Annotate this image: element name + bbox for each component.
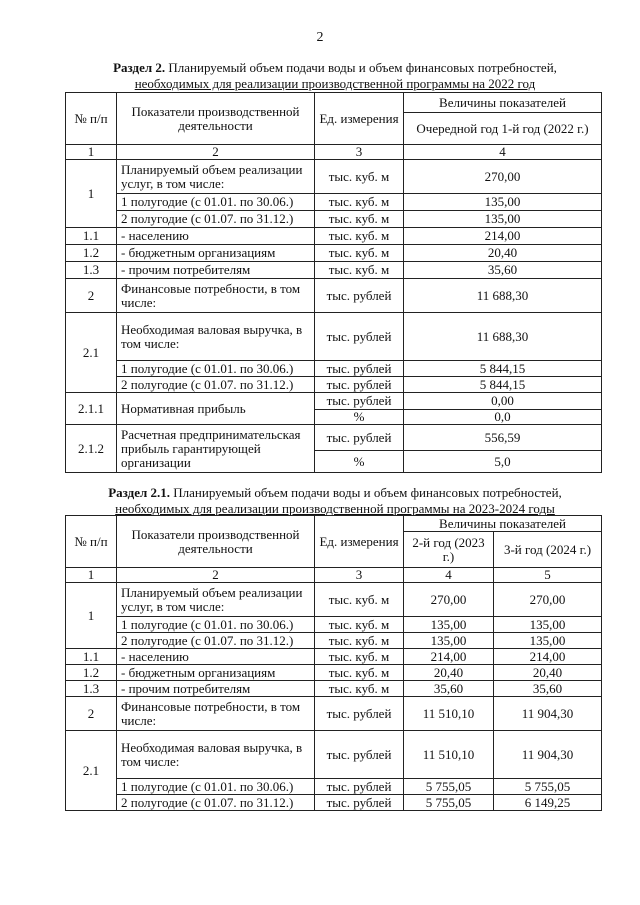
row-value: 5,0 <box>404 451 602 473</box>
header-unit: Ед. измерения <box>315 516 404 568</box>
table-row <box>66 160 602 194</box>
row-value: 5 755,05 <box>404 795 494 811</box>
row-value: 11 688,30 <box>404 279 602 313</box>
row-unit: тыс. куб. м <box>315 160 404 194</box>
table-row <box>66 313 602 361</box>
row-unit: тыс. куб. м <box>315 617 404 633</box>
header-year2: 2-й год (2023 г.) <box>404 532 494 568</box>
row-unit: тыс. рублей <box>315 279 404 313</box>
table-row <box>66 795 602 811</box>
table-row <box>66 731 602 779</box>
row-value: 135,00 <box>404 617 494 633</box>
table-row <box>66 361 602 377</box>
table-row <box>66 681 602 697</box>
row-name: 1 полугодие (с 01.01. по 30.06.) <box>117 779 315 795</box>
row-value: 556,59 <box>404 425 602 451</box>
row-value: 135,00 <box>404 211 602 228</box>
row-value: 270,00 <box>494 583 602 617</box>
colnum-cell: 1 <box>66 145 117 160</box>
row-value: 35,60 <box>404 262 602 279</box>
colnum-cell: 4 <box>404 568 494 583</box>
row-name: Необходимая валовая выручка, в том числе: <box>117 313 315 361</box>
row-unit: тыс. куб. м <box>315 262 404 279</box>
row-value: 35,60 <box>494 681 602 697</box>
table-colnum-row <box>66 568 602 583</box>
row-value: 270,00 <box>404 583 494 617</box>
header-unit: Ед. измерения <box>315 93 404 145</box>
row-num: 2 <box>66 279 117 313</box>
header-num: № п/п <box>66 93 117 145</box>
section21-line2: необходимых для реализации производственной программы на 2023-2024 годы <box>115 501 555 516</box>
row-unit: тыс. рублей <box>315 425 404 451</box>
row-num: 2 <box>66 697 117 731</box>
row-unit: тыс. рублей <box>315 361 404 377</box>
table-row <box>66 228 602 245</box>
row-unit: тыс. куб. м <box>315 633 404 649</box>
colnum-cell: 2 <box>117 568 315 583</box>
row-name: - населению <box>117 228 315 245</box>
row-num: 1.2 <box>66 245 117 262</box>
row-num: 1 <box>66 160 117 228</box>
row-value: 135,00 <box>494 617 602 633</box>
row-value: 5 844,15 <box>404 377 602 393</box>
row-name: 1 полугодие (с 01.01. по 30.06.) <box>117 361 315 377</box>
row-value: 11 904,30 <box>494 697 602 731</box>
row-value: 6 149,25 <box>494 795 602 811</box>
row-name: - бюджетным организациям <box>117 245 315 262</box>
row-num: 1 <box>66 583 117 649</box>
row-value: 135,00 <box>404 194 602 211</box>
row-name: 1 полугодие (с 01.01. по 30.06.) <box>117 194 315 211</box>
table-row <box>66 262 602 279</box>
table-row <box>66 425 602 451</box>
colnum-cell: 2 <box>117 145 315 160</box>
row-value: 20,40 <box>404 245 602 262</box>
table-row <box>66 633 602 649</box>
section2-line1: Планируемый объем подачи воды и объем финансовых потребностей, <box>165 60 557 75</box>
row-unit: тыс. куб. м <box>315 681 404 697</box>
row-unit: тыс. куб. м <box>315 583 404 617</box>
row-num: 1.2 <box>66 665 117 681</box>
row-name: Финансовые потребности, в том числе: <box>117 279 315 313</box>
row-value: 20,40 <box>404 665 494 681</box>
header-values: Величины показателей <box>404 516 602 532</box>
table-header-row <box>66 93 602 113</box>
table-row <box>66 617 602 633</box>
row-value: 11 510,10 <box>404 731 494 779</box>
colnum-cell: 3 <box>315 568 404 583</box>
table-header-row <box>66 516 602 532</box>
row-value: 214,00 <box>494 649 602 665</box>
row-value: 11 904,30 <box>494 731 602 779</box>
colnum-cell: 5 <box>494 568 602 583</box>
row-name: Планируемый объем реализации услуг, в том числе: <box>117 583 315 617</box>
row-num: 1.3 <box>66 262 117 279</box>
section2-label: Раздел 2. <box>113 60 166 75</box>
row-value: 11 688,30 <box>404 313 602 361</box>
row-value: 5 844,15 <box>404 361 602 377</box>
row-value: 214,00 <box>404 228 602 245</box>
header-num: № п/п <box>66 516 117 568</box>
section21-label: Раздел 2.1. <box>108 485 171 500</box>
row-unit: тыс. куб. м <box>315 245 404 262</box>
row-value: 135,00 <box>404 633 494 649</box>
row-unit: тыс. рублей <box>315 779 404 795</box>
row-unit: тыс. куб. м <box>315 211 404 228</box>
row-value: 214,00 <box>404 649 494 665</box>
table-row <box>66 245 602 262</box>
row-unit: тыс. рублей <box>315 795 404 811</box>
row-num: 1.1 <box>66 228 117 245</box>
row-unit: тыс. рублей <box>315 697 404 731</box>
row-num: 2.1 <box>66 313 117 393</box>
row-num: 2.1 <box>66 731 117 811</box>
section2-table <box>65 92 602 473</box>
table-row <box>66 583 602 617</box>
row-name: - прочим потребителям <box>117 262 315 279</box>
row-value: 0,0 <box>404 410 602 425</box>
row-value: 20,40 <box>494 665 602 681</box>
table-row <box>66 279 602 313</box>
header-indicator: Показатели производственной деятельности <box>117 93 315 145</box>
page-number: 2 <box>316 30 324 45</box>
section2-line2: необходимых для реализации производственной программы на 2022 год <box>134 76 536 91</box>
row-unit: тыс. рублей <box>315 731 404 779</box>
row-unit: тыс. рублей <box>315 393 404 410</box>
section21-line1: Планируемый объем подачи воды и объем финансовых потребностей, <box>170 485 562 500</box>
section2-title <box>65 60 605 92</box>
row-name: Финансовые потребности, в том числе: <box>117 697 315 731</box>
section21-table <box>65 515 602 811</box>
row-value: 11 510,10 <box>404 697 494 731</box>
row-name: Необходимая валовая выручка, в том числе: <box>117 731 315 779</box>
table-row <box>66 377 602 393</box>
row-unit: тыс. рублей <box>315 377 404 393</box>
colnum-cell: 1 <box>66 568 117 583</box>
table-colnum-row <box>66 145 602 160</box>
section21-title <box>65 485 605 517</box>
row-value: 0,00 <box>404 393 602 410</box>
table-row <box>66 649 602 665</box>
row-unit: тыс. куб. м <box>315 649 404 665</box>
header-indicator: Показатели производственной деятельности <box>117 516 315 568</box>
row-name: Расчетная предпринимательская прибыль гарантирующей организации <box>117 425 315 473</box>
header-year1: Очередной год 1-й год (2022 г.) <box>404 113 602 145</box>
table-row <box>66 194 602 211</box>
row-unit: % <box>315 451 404 473</box>
row-name: - бюджетным организациям <box>117 665 315 681</box>
row-unit: тыс. куб. м <box>315 194 404 211</box>
table-row <box>66 393 602 410</box>
row-name: 2 полугодие (с 01.07. по 31.12.) <box>117 211 315 228</box>
row-unit: тыс. куб. м <box>315 665 404 681</box>
table-row <box>66 665 602 681</box>
colnum-cell: 4 <box>404 145 602 160</box>
row-num: 1.1 <box>66 649 117 665</box>
table-row <box>66 779 602 795</box>
colnum-cell: 3 <box>315 145 404 160</box>
row-name: 2 полугодие (с 01.07. по 31.12.) <box>117 377 315 393</box>
row-value: 5 755,05 <box>494 779 602 795</box>
row-value: 5 755,05 <box>404 779 494 795</box>
row-name: 2 полугодие (с 01.07. по 31.12.) <box>117 795 315 811</box>
row-num: 2.1.1 <box>66 393 117 425</box>
header-year3: 3-й год (2024 г.) <box>494 532 602 568</box>
row-unit: тыс. рублей <box>315 313 404 361</box>
row-value: 135,00 <box>494 633 602 649</box>
row-unit: % <box>315 410 404 425</box>
row-name: 1 полугодие (с 01.01. по 30.06.) <box>117 617 315 633</box>
row-value: 35,60 <box>404 681 494 697</box>
row-unit: тыс. куб. м <box>315 228 404 245</box>
row-num: 1.3 <box>66 681 117 697</box>
header-values: Величины показателей <box>404 93 602 113</box>
row-name: - прочим потребителям <box>117 681 315 697</box>
table-row <box>66 211 602 228</box>
row-name: 2 полугодие (с 01.07. по 31.12.) <box>117 633 315 649</box>
row-name: Нормативная прибыль <box>117 393 315 425</box>
table-row <box>66 697 602 731</box>
row-num: 2.1.2 <box>66 425 117 473</box>
row-value: 270,00 <box>404 160 602 194</box>
row-name: - населению <box>117 649 315 665</box>
row-name: Планируемый объем реализации услуг, в том числе: <box>117 160 315 194</box>
